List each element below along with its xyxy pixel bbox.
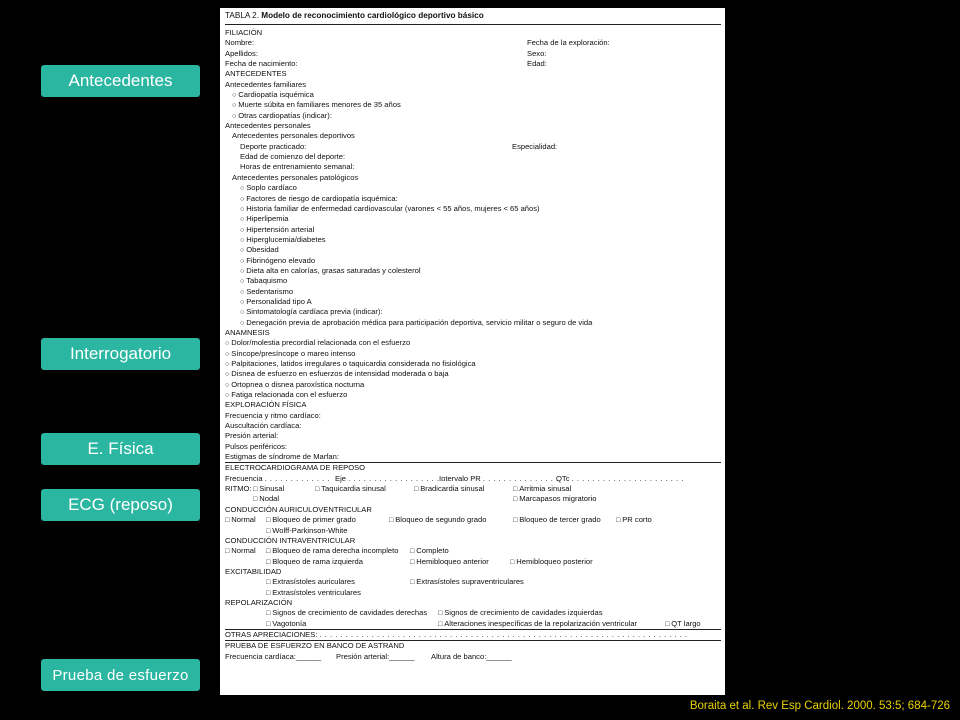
signos-izq-option: □ Signos de crecimiento de cavidades izquierdas	[438, 608, 603, 619]
expl-item: Auscultación cardíaca:	[225, 421, 302, 431]
marcapasos-option: □ Marcapasos migratorio	[513, 494, 596, 505]
fecha-expl-label: Fecha de la exploración:	[527, 38, 610, 48]
row-excitabilidad-2	[225, 588, 721, 598]
expl-item: Pulsos periféricos:	[225, 441, 288, 451]
row-conduccion-av	[225, 515, 721, 525]
row-fecha-nac	[225, 59, 721, 69]
extra-auriculares-option: □ Extrasístoles auriculares	[266, 577, 355, 588]
expl-item: Frecuencia y ritmo cardíaco:	[225, 410, 321, 420]
fam-item: ○ Otras cardiopatías (indicar):	[225, 111, 721, 121]
fecha-nac-label: Fecha de nacimiento:	[225, 59, 298, 69]
efisica-button[interactable]: E. Física	[41, 433, 200, 465]
table-title-text: Modelo de reconocimiento cardiológico deportivo básico	[261, 11, 484, 20]
expl-item: Presión arterial:	[225, 431, 279, 441]
row-apellidos	[225, 49, 721, 59]
ritmo-label: RITMO:	[225, 484, 252, 494]
pat-item: ○ Sedentarismo	[225, 287, 721, 297]
bradicardia-sinusal-option: □ Bradicardia sinusal	[414, 484, 484, 495]
row-deporte	[225, 142, 721, 152]
pat-item: ○ Factores de riesgo de cardiopatía isquémica:	[225, 194, 721, 204]
row-conduccion-iv-1	[225, 546, 721, 556]
av-normal-option: □ Normal	[225, 515, 256, 526]
section-exploracion: EXPLORACIÓN FÍSICA	[225, 400, 307, 410]
pat-item: ○ Hipertensión arterial	[225, 225, 721, 235]
expl-item: Estigmas de síndrome de Marfan:	[225, 452, 339, 462]
arritmia-sinusal-option: □ Arritmia sinusal	[513, 484, 571, 495]
prueba-esfuerzo-button[interactable]: Prueba de esfuerzo	[41, 659, 200, 691]
nombre-label: Nombre:	[225, 38, 255, 48]
section-conduccion-iv: CONDUCCIÓN INTRAVENTRICULAR	[225, 535, 356, 545]
vagotonia-option: □ Vagotonía	[266, 619, 306, 630]
row-wpw	[225, 526, 721, 536]
row-nombre	[225, 38, 721, 48]
pat-item: ○ Hiperlipemia	[225, 214, 721, 224]
bloqueo-tercer-option: □ Bloqueo de tercer grado	[513, 515, 601, 526]
anam-item: ○ Palpitaciones, latidos irregulares o taquicardia considerada no fisiológica	[225, 359, 721, 369]
edad-label: Edad:	[527, 59, 547, 69]
eje-label: Eje	[335, 473, 346, 483]
row-nodal	[225, 494, 721, 504]
sinusal-option: □ Sinusal	[253, 484, 284, 495]
row-excitabilidad-1	[225, 577, 721, 587]
section-conduccion-av: CONDUCCIÓN AURICULOVENTRICULAR	[225, 504, 372, 514]
pat-item: ○ Denegación previa de aprobación médica para participación deportiva, servicio militar o seguro de vida	[225, 318, 721, 328]
otras-label: OTRAS APRECIACIONES:	[225, 629, 318, 639]
iv-normal-option: □ Normal	[225, 546, 256, 557]
presion-arterial-label: Presión arterial:______	[336, 651, 415, 661]
bloqueo-primer-option: □ Bloqueo de primer grado	[266, 515, 356, 526]
document-table	[220, 8, 725, 695]
section-prueba: PRUEBA DE ESFUERZO EN BANCO DE ASTRAND	[225, 640, 721, 651]
pat-item: ○ Sintomatología cardíaca previa (indicar):	[225, 307, 721, 317]
deporte-label: Deporte practicado:	[240, 141, 307, 151]
qtc-label: QTc	[556, 473, 570, 483]
anam-item: ○ Síncope/presíncope o mareo intenso	[225, 349, 721, 359]
pr-corto-option: □ PR corto	[616, 515, 652, 526]
pat-item: ○ Obesidad	[225, 245, 721, 255]
wpw-option: □ Wolff-Parkinson-White	[266, 526, 348, 537]
pat-item: ○ Dieta alta en calorías, grasas saturadas y colesterol	[225, 266, 721, 276]
apellidos-label: Apellidos:	[225, 48, 258, 58]
ecg-button[interactable]: ECG (reposo)	[41, 489, 200, 521]
especialidad-label: Especialidad:	[512, 141, 558, 151]
interrogatorio-button[interactable]: Interrogatorio	[41, 338, 200, 370]
ant-pers-deportivos-heading: Antecedentes personales deportivos	[232, 131, 355, 141]
row-prueba	[225, 652, 721, 662]
pat-item: ○ Historia familiar de enfermedad cardiovascular (varones < 55 años, mujeres < 65 años)	[225, 204, 721, 214]
section-repolarizacion: REPOLARIZACIÓN	[225, 597, 293, 607]
section-filiacion: FILIACIÓN	[225, 28, 263, 37]
fam-item: ○ Muerte súbita en familiares menores de 35 años	[225, 100, 721, 110]
section-excitabilidad: EXCITABILIDAD	[225, 566, 282, 576]
row-repolarizacion-1	[225, 608, 721, 618]
qt-largo-option: □ QT largo	[665, 619, 701, 630]
extra-ventriculares-option: □ Extrasístoles ventriculares	[266, 588, 361, 599]
table-title	[225, 10, 721, 25]
alteraciones-option: □ Alteraciones inespecíficas de la repolarización ventricular	[438, 619, 637, 630]
table-title-prefix: TABLA 2.	[225, 11, 259, 20]
section-antecedentes: ANTECEDENTES	[225, 69, 287, 79]
pat-item: ○ Fibrinógeno elevado	[225, 256, 721, 266]
row-repolarizacion-2	[225, 619, 721, 629]
brd-incompleto-option: □ Bloqueo de rama derecha incompleto	[266, 546, 398, 557]
citation: Boraita et al. Rev Esp Cardiol. 2000. 53:5; 684-726	[689, 700, 950, 712]
section-anamnesis: ANAMNESIS	[225, 327, 270, 337]
nodal-option: □ Nodal	[253, 494, 279, 505]
ant-personales-heading: Antecedentes personales	[225, 121, 311, 131]
frecuencia-label: Frecuencia	[225, 473, 263, 483]
ant-familiares-heading: Antecedentes familiares	[225, 79, 307, 89]
row-conduccion-iv-2	[225, 557, 721, 567]
row-ritmo	[225, 484, 721, 494]
bloqueo-segundo-option: □ Bloqueo de segundo grado	[389, 515, 486, 526]
sexo-label: Sexo:	[527, 48, 547, 58]
extra-supra-option: □ Extrasístoles supraventriculares	[410, 577, 524, 588]
completo-option: □ Completo	[410, 546, 449, 557]
anam-item: ○ Dolor/molestia precordial relacionada con el esfuerzo	[225, 338, 721, 348]
edad-comienzo-label: Edad de comienzo del deporte:	[240, 152, 346, 162]
row-ecg-values: Frecuencia . . . . . . . . . . . . . Eje . . . . . . . . . . . . . . . . . . . Intervalo PR . . . . . . . . . . . . . . . QTc . . . . . . . . . . . . . . . . . . . . . .	[225, 473, 684, 483]
antecedentes-button[interactable]: Antecedentes	[41, 65, 200, 97]
row-otras: OTRAS APRECIACIONES: . . . . . . . . . . . . . . . . . . . . . . . . . . . . . . . . . . . . . . . . . . . . . . . . . . . . . . . . . . . . . . . . . . . . . . .	[225, 629, 721, 640]
altura-banco-label: Altura de banco:______	[431, 651, 512, 661]
bri-option: □ Bloqueo de rama izquierda	[266, 557, 363, 568]
intervalo-pr-label: Intervalo PR	[439, 473, 481, 483]
section-ecg: ELECTROCARDIOGRAMA DE REPOSO	[225, 462, 721, 473]
pat-item: ○ Hiperglucemia/diabetes	[225, 235, 721, 245]
signos-der-option: □ Signos de crecimiento de cavidades derechas	[266, 608, 427, 619]
pat-item: ○ Personalidad tipo A	[225, 297, 721, 307]
anam-item: ○ Ortopnea o disnea paroxística nocturna	[225, 380, 721, 390]
frec-cardiaca-label: Frecuencia cardíaca:______	[225, 651, 322, 661]
anam-item: ○ Fatiga relacionada con el esfuerzo	[225, 390, 721, 400]
horas-label: Horas de entrenamiento semanal:	[240, 162, 355, 172]
ant-pers-patologicos-heading: Antecedentes personales patológicos	[232, 172, 359, 182]
anam-item: ○ Disnea de esfuerzo en esfuerzos de intensidad moderada o baja	[225, 369, 721, 379]
taquicardia-sinusal-option: □ Taquicardia sinusal	[315, 484, 386, 495]
hemi-posterior-option: □ Hemibloqueo posterior	[510, 557, 593, 568]
pat-item: ○ Soplo cardíaco	[225, 183, 721, 193]
pat-item: ○ Tabaquismo	[225, 276, 721, 286]
hemi-anterior-option: □ Hemibloqueo anterior	[410, 557, 489, 568]
fam-item: ○ Cardiopatía isquémica	[225, 90, 721, 100]
